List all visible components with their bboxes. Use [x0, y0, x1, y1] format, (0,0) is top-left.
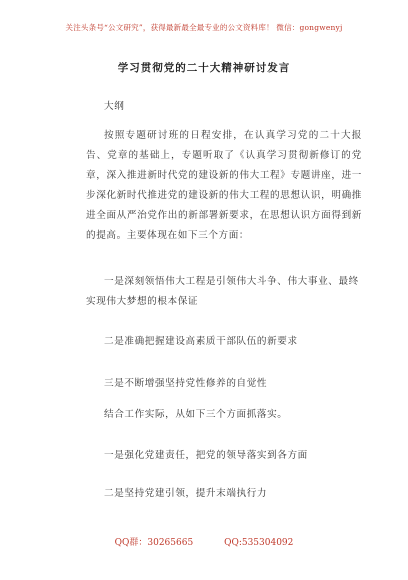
transition-paragraph: 结合工作实际，从如下三个方面抓落实。 [104, 409, 288, 420]
header-banner: 关注头条号“公文研究”，获得最新最全最专业的公文资料库！ 微信：gongwenyj [65, 23, 343, 32]
document-title: 学习贯彻党的二十大精神研讨发言 [117, 62, 291, 74]
point-paragraph: 二是坚持党建引领，提升末端执行力 [104, 488, 268, 499]
point-paragraph: 一是强化党建责任，把党的领导落实到各方面 [104, 450, 308, 461]
qq-group-number: QQ群：30265665 [114, 538, 194, 548]
point-paragraph: 一是深刻领悟伟大工程是引领伟大斗争、伟大事业、最终实现伟大梦想的根本保证 [86, 276, 359, 307]
point-paragraph: 二是准确把握建设高素质干部队伍的新要求 [104, 336, 298, 347]
point-paragraph: 三是不断增强坚持党性修养的自觉性 [104, 378, 268, 389]
qq-number: QQ:535304092 [224, 538, 294, 548]
intro-paragraph: 按照专题研讨班的日程安排，在认真学习党的二十大报告、党章的基础上，专题听取了《认真学习贯彻新修订的党章，深入推进新时代党的建设新的伟大工程》专题讲座，进一步深化新时代推进党的建设新的伟大工程的思想认识，明确推进全面从严治党作出的新部署新要求，在思想认识方面得到新的提高。主要体现在如下三个方面： [86, 130, 362, 241]
footer-contact [0, 535, 408, 548]
outline-label: 大纲 [104, 101, 125, 112]
